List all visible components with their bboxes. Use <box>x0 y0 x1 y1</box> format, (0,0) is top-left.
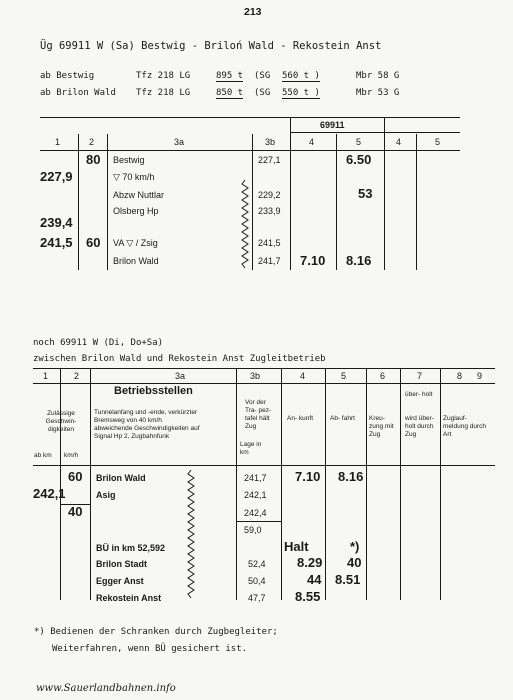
t2-km: 242,4 <box>244 508 267 518</box>
t2-station: Brilon Wald <box>96 473 146 483</box>
t2-km: 52,4 <box>248 559 266 569</box>
t2-departure: 8.16 <box>338 469 364 484</box>
t1-col-5: 5 <box>356 137 362 147</box>
run-sg-1: (SG <box>254 71 271 81</box>
run-tfz-1: Tfz 218 LG <box>136 71 191 81</box>
t1-col-2: 2 <box>89 137 95 147</box>
t1-km-mark: 241,5 <box>40 235 73 250</box>
t1-departure: 6.50 <box>346 152 372 167</box>
t2-arrival: 8.29 <box>297 555 323 570</box>
t1-km: 229,2 <box>258 190 281 200</box>
t2-col-9: 9 <box>477 371 483 381</box>
t2-header-speed: Zulässige Geschwin- digkeiten <box>45 410 77 433</box>
run-from-2: ab Brilon Wald <box>40 88 116 98</box>
t1-col-3b: 3b <box>265 137 276 147</box>
t1-speed: 60 <box>86 235 101 250</box>
t1-col-4: 4 <box>309 137 315 147</box>
t2-station: Asig <box>96 490 116 500</box>
t2-col-2: 2 <box>74 371 80 381</box>
t1-arrival: 7.10 <box>300 253 326 268</box>
t2-km-mark: 242,1 <box>33 486 66 501</box>
t2-col-8: 8 <box>457 371 463 381</box>
run-weight-1: 895 t <box>216 71 244 81</box>
t1-station: Brilon Wald <box>113 256 159 266</box>
run-weight-2: 850 t <box>216 88 244 98</box>
t2-km: 47,7 <box>248 593 266 603</box>
t2-km: 59,0 <box>244 525 262 535</box>
t1-station: Bestwig <box>113 155 145 165</box>
t1-speed-note: ▽ 70 km/h <box>113 172 155 182</box>
t2-speed: 60 <box>68 469 83 484</box>
t2-speed: 40 <box>68 504 83 519</box>
t2-arrival: 44 <box>307 572 322 587</box>
t2-halt: Halt <box>284 539 309 554</box>
t2-station: Rekostein Anst <box>96 593 162 603</box>
t1-signal: VA ▽ / Zsig <box>113 238 158 248</box>
t2-departure: 40 <box>347 555 362 570</box>
t1-km-mark: 227,9 <box>40 169 73 184</box>
t1-km: 227,1 <box>258 155 281 165</box>
t2-col-5: 5 <box>341 371 347 381</box>
t1-train-number: 69911 <box>320 120 345 130</box>
t2-header-4: Vor der Tra- pez- tafel hält Zug <box>245 399 272 430</box>
footer-url[interactable]: www.Sauerlandbahnen.info <box>36 683 176 694</box>
footnote-line-2: Weiterfahren, wenn BÜ gesichert ist. <box>52 644 248 654</box>
zigzag-line-icon <box>240 180 250 270</box>
t1-km: 241,7 <box>258 256 281 266</box>
section-title-2: noch 69911 W (Di, Do+Sa) <box>33 338 164 348</box>
run-tfz-2: Tfz 218 LG <box>136 88 191 98</box>
t1-departure: 8.16 <box>346 253 372 268</box>
t1-km-mark: 239,4 <box>40 215 73 230</box>
t1-col-3a: 3a <box>174 137 185 147</box>
t1-col-5b: 5 <box>435 137 441 147</box>
run-sgval-2: 550 t ) <box>282 88 320 98</box>
run-sg-2: (SG <box>254 88 271 98</box>
page-number: 213 <box>244 6 262 18</box>
t2-header-kmh: km/h <box>64 452 79 459</box>
t1-col-1: 1 <box>55 137 61 147</box>
train-title: Üg 69911 W (Sa) Bestwig - Briloń Wald - Rekostein Anst <box>40 40 382 52</box>
t2-header-abkm: ab km <box>34 452 52 459</box>
section-subtitle-2: zwischen Brilon Wald und Rekostein Anst Zugleitbetrieb <box>33 354 326 364</box>
t2-footnote-ref: *) <box>350 539 360 554</box>
t2-col-6: 6 <box>380 371 386 381</box>
t1-km: 241,5 <box>258 238 281 248</box>
t2-header-8a: über- holt <box>405 391 433 398</box>
t2-km: 241,7 <box>244 473 267 483</box>
t2-arrival: 7.10 <box>295 469 321 484</box>
footnote-line-1: *) Bedienen der Schranken durch Zugbegleiter; <box>34 627 278 637</box>
t1-station: Abzw Nuttlar <box>113 190 165 200</box>
t2-col-4: 4 <box>300 371 306 381</box>
t1-departure: 53 <box>358 186 373 201</box>
t2-header-8b: wird über- holt durch Zug <box>405 415 434 438</box>
t2-col-7: 7 <box>417 371 423 381</box>
t2-station: Brilon Stadt <box>96 559 147 569</box>
t2-crossing: BÜ in km 52,592 <box>96 543 166 553</box>
t2-km: 50,4 <box>248 576 266 586</box>
t2-departure: 8.51 <box>335 572 361 587</box>
run-from-1: ab Bestwig <box>40 71 95 81</box>
t2-header-9: Zuglauf- meldung durch Art <box>443 415 486 438</box>
t2-header-3b: Lage in km <box>240 441 262 456</box>
t2-km: 242,1 <box>244 490 267 500</box>
t2-header-7: Kreu- zung mit Zug <box>369 415 394 438</box>
t1-station: Olsberg Hp <box>113 206 159 216</box>
t2-col-1: 1 <box>43 371 49 381</box>
t2-station: Egger Anst <box>96 576 144 586</box>
zigzag-line-icon <box>186 470 196 600</box>
run-mbr-1: Mbr 58 G <box>356 71 400 81</box>
t2-col-3a: 3a <box>175 371 186 381</box>
t2-arrival: 8.55 <box>295 589 321 604</box>
t1-km: 233,9 <box>258 206 281 216</box>
t2-header-5: An- kunft <box>287 415 314 422</box>
t1-speed: 80 <box>86 152 101 167</box>
t2-header-3a: Tunnelanfang und -ende, verkürzter Bremsweg von 40 km/h abweichende Geschwindigkeiten auf Signal Hp 2, Zugbahnfunk <box>94 409 200 440</box>
t1-col-4b: 4 <box>396 137 402 147</box>
t2-betriebsstellen: Betriebsstellen <box>114 385 193 397</box>
run-sgval-1: 560 t ) <box>282 71 320 81</box>
t2-header-6: Ab- fahrt <box>330 415 355 422</box>
t2-col-3b: 3b <box>250 371 261 381</box>
run-mbr-2: Mbr 53 G <box>356 88 400 98</box>
